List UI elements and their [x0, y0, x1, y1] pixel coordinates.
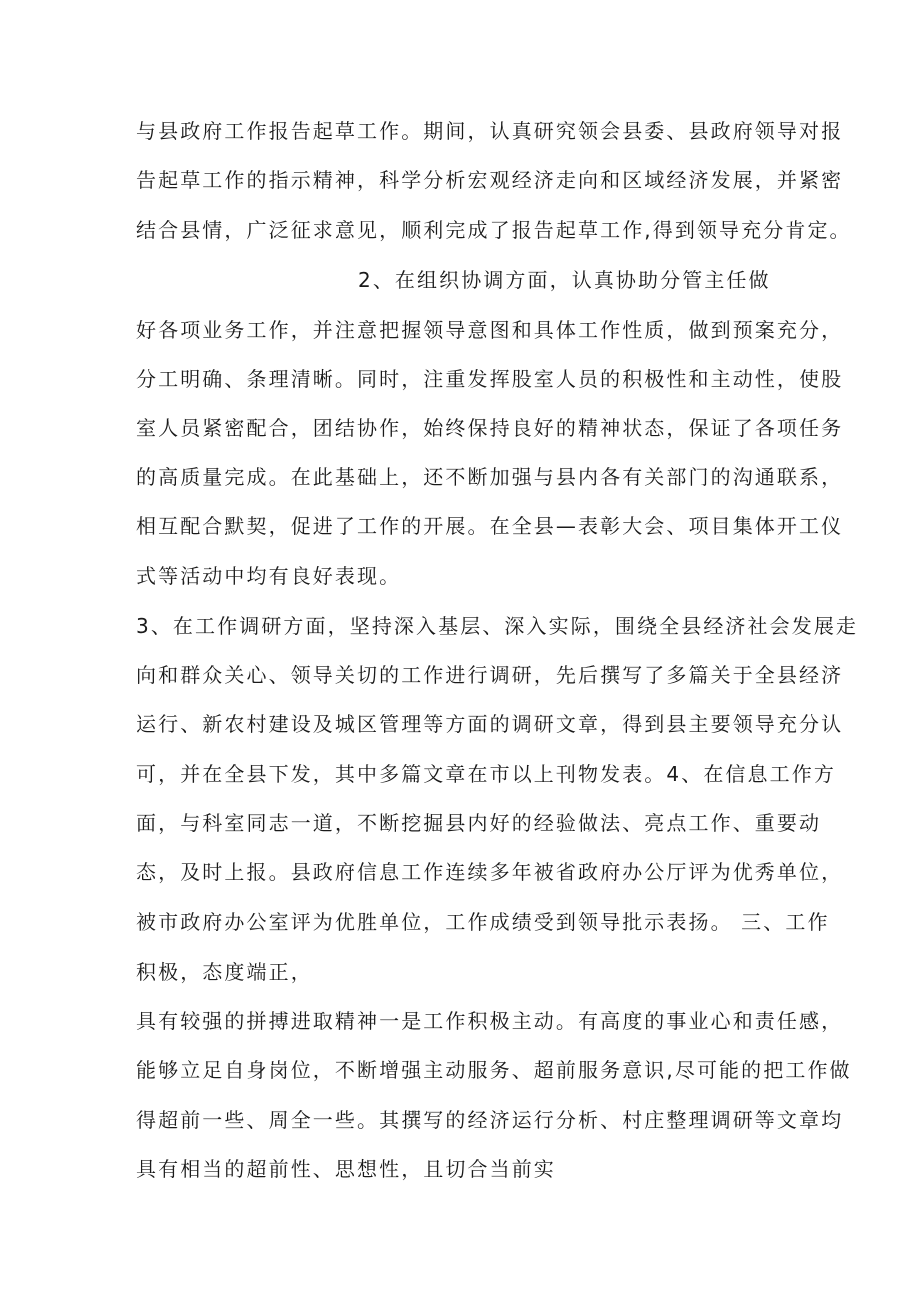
text-line: 相互配合默契，促进了工作的开展。在全县—表彰大会、项目集体开工仪: [136, 514, 844, 538]
text-line: 分工明确、条理清晰。同时，注重发挥股室人员的积极性和主动性，使股: [136, 367, 844, 391]
text-line: 积极，态度端正，: [136, 960, 313, 984]
text-line: 向和群众关心、领导关切的工作进行调研，先后撰写了多篇关于全县经济: [136, 663, 844, 687]
text-line: 态，及时上报。县政府信息工作连续多年被省政府办公厅评为优秀单位，: [136, 860, 844, 884]
text-line: 能够立足自身岗位，不断增强主动服务、超前服务意识,尽可能的把工作做: [136, 1058, 852, 1082]
text-line: 室人员紧密配合，团结协作，始终保持良好的精神状态，保证了各项任务: [136, 416, 844, 440]
text-line: 3、在工作调研方面，坚持深入基层、深入实际，围绕全县经济社会发展走: [136, 614, 859, 638]
text-line: 结合县情，广泛征求意见，顺利完成了报告起草工作,得到领导充分肯定。: [136, 218, 852, 242]
text-line: 式等活动中均有良好表现。: [136, 564, 402, 588]
text-line: 得超前一些、周全一些。其撰写的经济运行分析、村庄整理调研等文章均: [136, 1108, 844, 1132]
text-line: 被市政府办公室评为优胜单位，工作成绩受到领导批示表扬。 三、工作: [136, 910, 830, 934]
text-line: 具有较强的拼搏进取精神一是工作积极主动。有高度的事业心和责任感，: [136, 1009, 844, 1033]
text-line: 具有相当的超前性、思想性，且切合当前实: [136, 1157, 556, 1181]
text-line: 可，并在全县下发，其中多篇文章在市以上刊物发表。4、在信息工作方: [136, 762, 836, 786]
text-line: 好各项业务工作，并注意把握领导意图和具体工作性质，做到预案充分，: [136, 318, 844, 342]
text-line: 告起草工作的指示精神，科学分析宏观经济走向和区域经济发展，并紧密: [136, 168, 844, 192]
text-line: 运行、新农村建设及城区管理等方面的调研文章，得到县主要领导充分认: [136, 712, 844, 736]
text-line: 2、在组织协调方面，认真协助分管主任做: [358, 268, 771, 292]
text-line: 面，与科室同志一道，不断挖掘县内好的经验做法、亮点工作、重要动: [136, 811, 822, 835]
text-line: 与县政府工作报告起草工作。期间，认真研究领会县委、县政府领导对报: [136, 119, 844, 143]
text-line: 的高质量完成。在此基础上，还不断加强与县内各有关部门的沟通联系，: [136, 465, 844, 489]
